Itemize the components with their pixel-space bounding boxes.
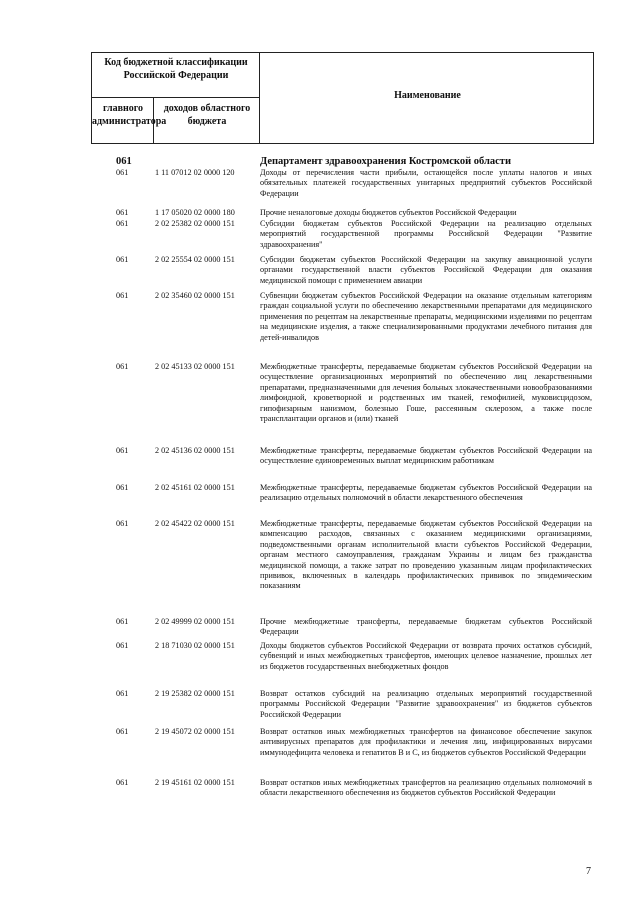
row-budget-code: 2 02 49999 02 0000 151	[155, 617, 235, 626]
row-admin-code: 061	[116, 168, 129, 177]
row-budget-code: 2 02 25382 02 0000 151	[155, 219, 235, 228]
row-name: Прочие неналоговые доходы бюджетов субъектов Российской Федерации	[260, 208, 517, 217]
row-admin-code: 061	[116, 689, 129, 698]
row-budget-code: 1 17 05020 02 0000 180	[155, 208, 235, 217]
row-name: Возврат остатков субсидий на реализацию отдельных мероприятий государственной программы Российской Федерации "Развитие здравоохранения" из бюджетов субъектов Российской Федерации	[260, 689, 592, 719]
row-admin-code: 061	[116, 519, 129, 528]
row-name: Доходы бюджетов субъектов Российской Федерации от возврата прочих остатков субсидий, субвенций и иных межбюджетных трансфертов, имеющих целевое назначение, прошлых лет из бюджетов государственных внебюджетных фондов	[260, 641, 592, 671]
row-admin-code: 061	[116, 291, 129, 300]
row-name: Субсидии бюджетам субъектов Российской Федерации на реализацию отдельных мероприятий государственной программы Российской Федерации "Развитие здравоохранения"	[260, 219, 592, 249]
header-kbk: Код бюджетной классификации Российской Федерации	[104, 57, 248, 81]
row-admin-code: 061	[116, 219, 129, 228]
row-name: Межбюджетные трансферты, передаваемые бюджетам субъектов Российской Федерации на осуществление организационных мероприятий по обеспечению лиц лекарственными препаратами, предназначенными для лечения больных злокачественными новообразованиями лимфоидной, кроветворной и родственных им тканей, гемофилией, муковисцидозом, гипофизарным нанизмом, болезнью Гоше, рассеянным склерозом, а также после трансплантации органов и (или) тканей	[260, 362, 592, 424]
department-code: 061	[116, 156, 132, 167]
department-name: Департамент здравоохранения Костромской области	[260, 156, 511, 167]
header-dohodov: доходов областного бюджета	[163, 103, 251, 127]
row-name: Возврат остатков иных межбюджетных трансфертов на финансовое обеспечение закупок антивирусных препаратов для профилактики и лечения лиц, инфицированных вирусами иммунодефицита человека и гепатитов В и С, из бюджетов субъектов Российской Федерации	[260, 727, 592, 757]
row-name: Субвенции бюджетам субъектов Российской Федерации на оказание отдельным категориям граждан социальной услуги по обеспечению лекарственными препаратами для медицинского применения по рецептам на лекарственные препараты, медицинскими изделиями по рецептам на медицинские изделия, а также специализированными продуктами лечебного питания для детей-инвалидов	[260, 291, 592, 342]
row-budget-code: 1 11 07012 02 0000 120	[155, 168, 235, 177]
row-budget-code: 2 02 45161 02 0000 151	[155, 483, 235, 492]
row-name: Межбюджетные трансферты, передаваемые бюджетам субъектов Российской Федерации на реализацию отдельных полномочий в области лекарственного обеспечения	[260, 483, 592, 503]
row-admin-code: 061	[116, 362, 129, 371]
row-budget-code: 2 19 45161 02 0000 151	[155, 778, 235, 787]
row-admin-code: 061	[116, 483, 129, 492]
row-budget-code: 2 02 25554 02 0000 151	[155, 255, 235, 264]
header-naimenovanie: Наименование	[394, 90, 461, 101]
row-admin-code: 061	[116, 641, 129, 650]
row-name: Субсидии бюджетам субъектов Российской Федерации на закупку авиационной услуги органами государственной власти субъектов Российской Федерации для оказания медицинской помощи с применением авиации	[260, 255, 592, 285]
row-admin-code: 061	[116, 255, 129, 264]
row-admin-code: 061	[116, 446, 129, 455]
row-budget-code: 2 19 45072 02 0000 151	[155, 727, 235, 736]
row-name: Доходы от перечисления части прибыли, остающейся после уплаты налогов и иных обязательных платежей государственных унитарных предприятий субъектов Российской Федерации	[260, 168, 592, 198]
row-budget-code: 2 02 35460 02 0000 151	[155, 291, 235, 300]
row-name: Межбюджетные трансферты, передаваемые бюджетам субъектов Российской Федерации на компенсацию расходов, связанных с оказанием медицинскими организациями, подведомственными органам исполнительной власти субъектов Российской Федерации, органам местного самоуправления, гражданам Украины и лицам без гражданства медицинской помощи, а также затрат по проведению указанным лицам профилактических прививок, включенных в календарь профилактических прививок по эпидемическим показаниям	[260, 519, 592, 591]
header-table	[91, 52, 594, 144]
header-glavnogo: главного администратора	[92, 103, 167, 127]
row-budget-code: 2 19 25382 02 0000 151	[155, 689, 235, 698]
header-divider	[92, 97, 260, 98]
row-name: Межбюджетные трансферты, передаваемые бюджетам субъектов Российской Федерации на осуществление единовременных выплат медицинским работникам	[260, 446, 592, 466]
row-admin-code: 061	[116, 778, 129, 787]
row-budget-code: 2 02 45133 02 0000 151	[155, 362, 235, 371]
row-admin-code: 061	[116, 208, 129, 217]
row-admin-code: 061	[116, 617, 129, 626]
row-budget-code: 2 02 45422 02 0000 151	[155, 519, 235, 528]
row-budget-code: 2 02 45136 02 0000 151	[155, 446, 235, 455]
row-name: Прочие межбюджетные трансферты, передаваемые бюджетам субъектов Российской Федерации	[260, 617, 592, 637]
row-admin-code: 061	[116, 727, 129, 736]
page-number: 7	[586, 866, 591, 877]
row-budget-code: 2 18 71030 02 0000 151	[155, 641, 235, 650]
row-name: Возврат остатков иных межбюджетных трансфертов на реализацию отдельных полномочий в области лекарственного обеспечения из бюджетов субъектов Российской Федерации	[260, 778, 592, 798]
